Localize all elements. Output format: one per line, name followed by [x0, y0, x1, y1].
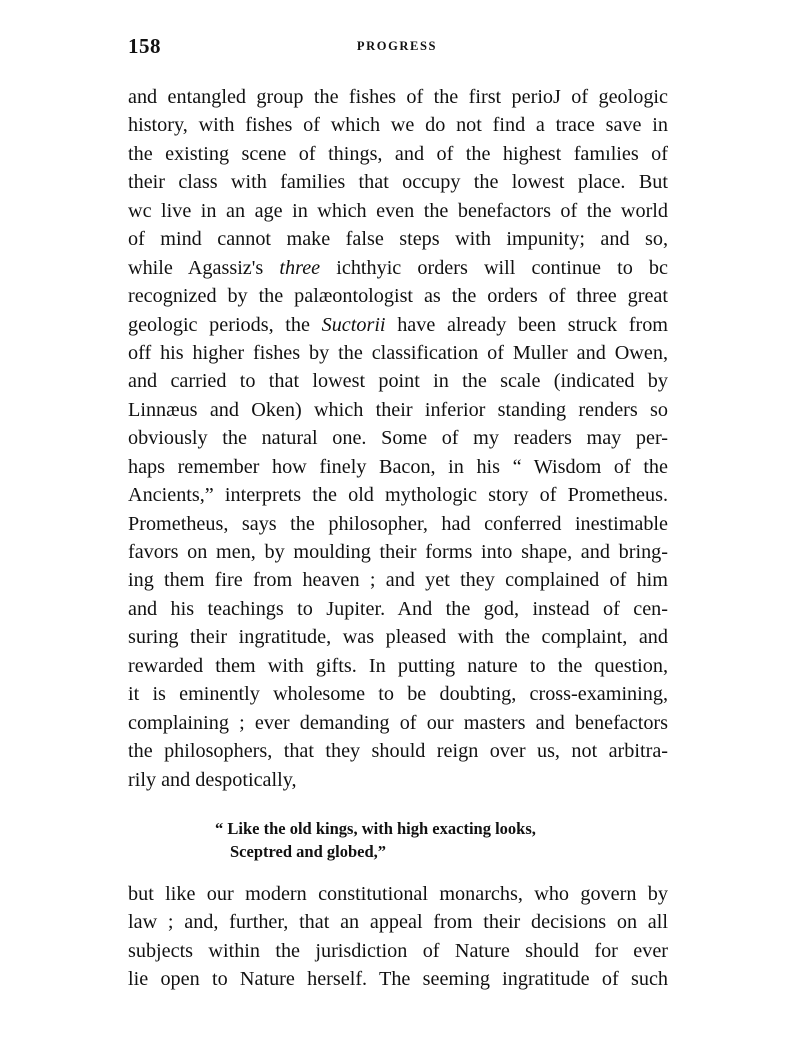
- page-number: 158: [128, 34, 161, 58]
- text-line: it is eminently wholesome to be doubting, cross-examining,: [128, 683, 668, 706]
- text-line: Prometheus, says the philosopher, had conferred inestimable: [128, 512, 668, 535]
- text-line: subjects within the jurisdiction of Nature should for ever: [128, 939, 668, 962]
- text-line: ing them fire from heaven ; and yet they complained of him: [128, 569, 668, 592]
- text-line: Ancients,” interprets the old mythologic story of Prometheus.: [128, 484, 668, 507]
- text-line: favors on men, by moulding their forms into shape, and bring-: [128, 541, 668, 563]
- text-line: haps remember how finely Bacon, in his “ Wisdom of the: [128, 455, 668, 478]
- italic-term: Suctorii: [321, 313, 386, 336]
- text-line: wc live in an age in which even the benefactors of the world: [128, 199, 668, 222]
- text-line: but like our modern constitutional monarchs, who govern by: [128, 883, 668, 905]
- running-head: [128, 34, 666, 58]
- text-line: obviously the natural one. Some of my readers may per-: [128, 427, 668, 450]
- text-line: history, with fishes of which we do not find a trace save in: [128, 114, 668, 137]
- text-line: lie open to Nature herself. The seeming ingratitude of such: [128, 968, 668, 991]
- text-line: [128, 311, 668, 339]
- text-line: law ; and, further, that an appeal from their decisions on all: [128, 911, 668, 934]
- quote-line: Sceptred and globed,”: [230, 841, 387, 861]
- running-title: PROGRESS: [356, 39, 438, 53]
- text-line: and entangled group the fishes of the first perioJ of geologic: [128, 86, 668, 108]
- text-line: and his teachings to Jupiter. And the god, instead of cen-: [128, 597, 668, 620]
- text-run: have already been struck from: [385, 313, 668, 336]
- text-line: the existing scene of things, and of the highest famılies of: [128, 142, 668, 165]
- text-line: [128, 254, 668, 282]
- text-run: while Agassiz's: [128, 256, 280, 279]
- text-line: rily and despotically,: [128, 768, 297, 791]
- text-line: the philosophers, that they should reign over us, not arbitra-: [128, 740, 668, 763]
- text-line: their class with families that occupy the lowest place. But: [128, 171, 668, 194]
- text-line: and carried to that lowest point in the scale (indicated by: [128, 370, 668, 393]
- paragraph-continued: [128, 880, 668, 994]
- text-line: Linnæus and Oken) which their inferior standing renders so: [128, 398, 668, 421]
- paragraph-main: [128, 83, 668, 794]
- text-line: recognized by the palæontologist as the orders of three great: [128, 285, 668, 308]
- text-line: rewarded them with gifts. In putting nature to the question,: [128, 654, 668, 677]
- text-run: ichthyic orders will continue to bc: [320, 256, 668, 279]
- quote-line: “ Like the old kings, with high exacting looks,: [215, 819, 536, 838]
- text-line: of mind cannot make false steps with impunity; and so,: [128, 228, 668, 251]
- italic-term: three: [279, 256, 321, 279]
- text-run: geologic periods, the: [128, 313, 322, 336]
- text-line: complaining ; ever demanding of our masters and benefactors: [128, 711, 668, 734]
- verse-quotation: [215, 818, 615, 863]
- text-line: off his higher fishes by the classification of Muller and Owen,: [128, 341, 668, 364]
- text-line: suring their ingratitude, was pleased with the complaint, and: [128, 626, 668, 649]
